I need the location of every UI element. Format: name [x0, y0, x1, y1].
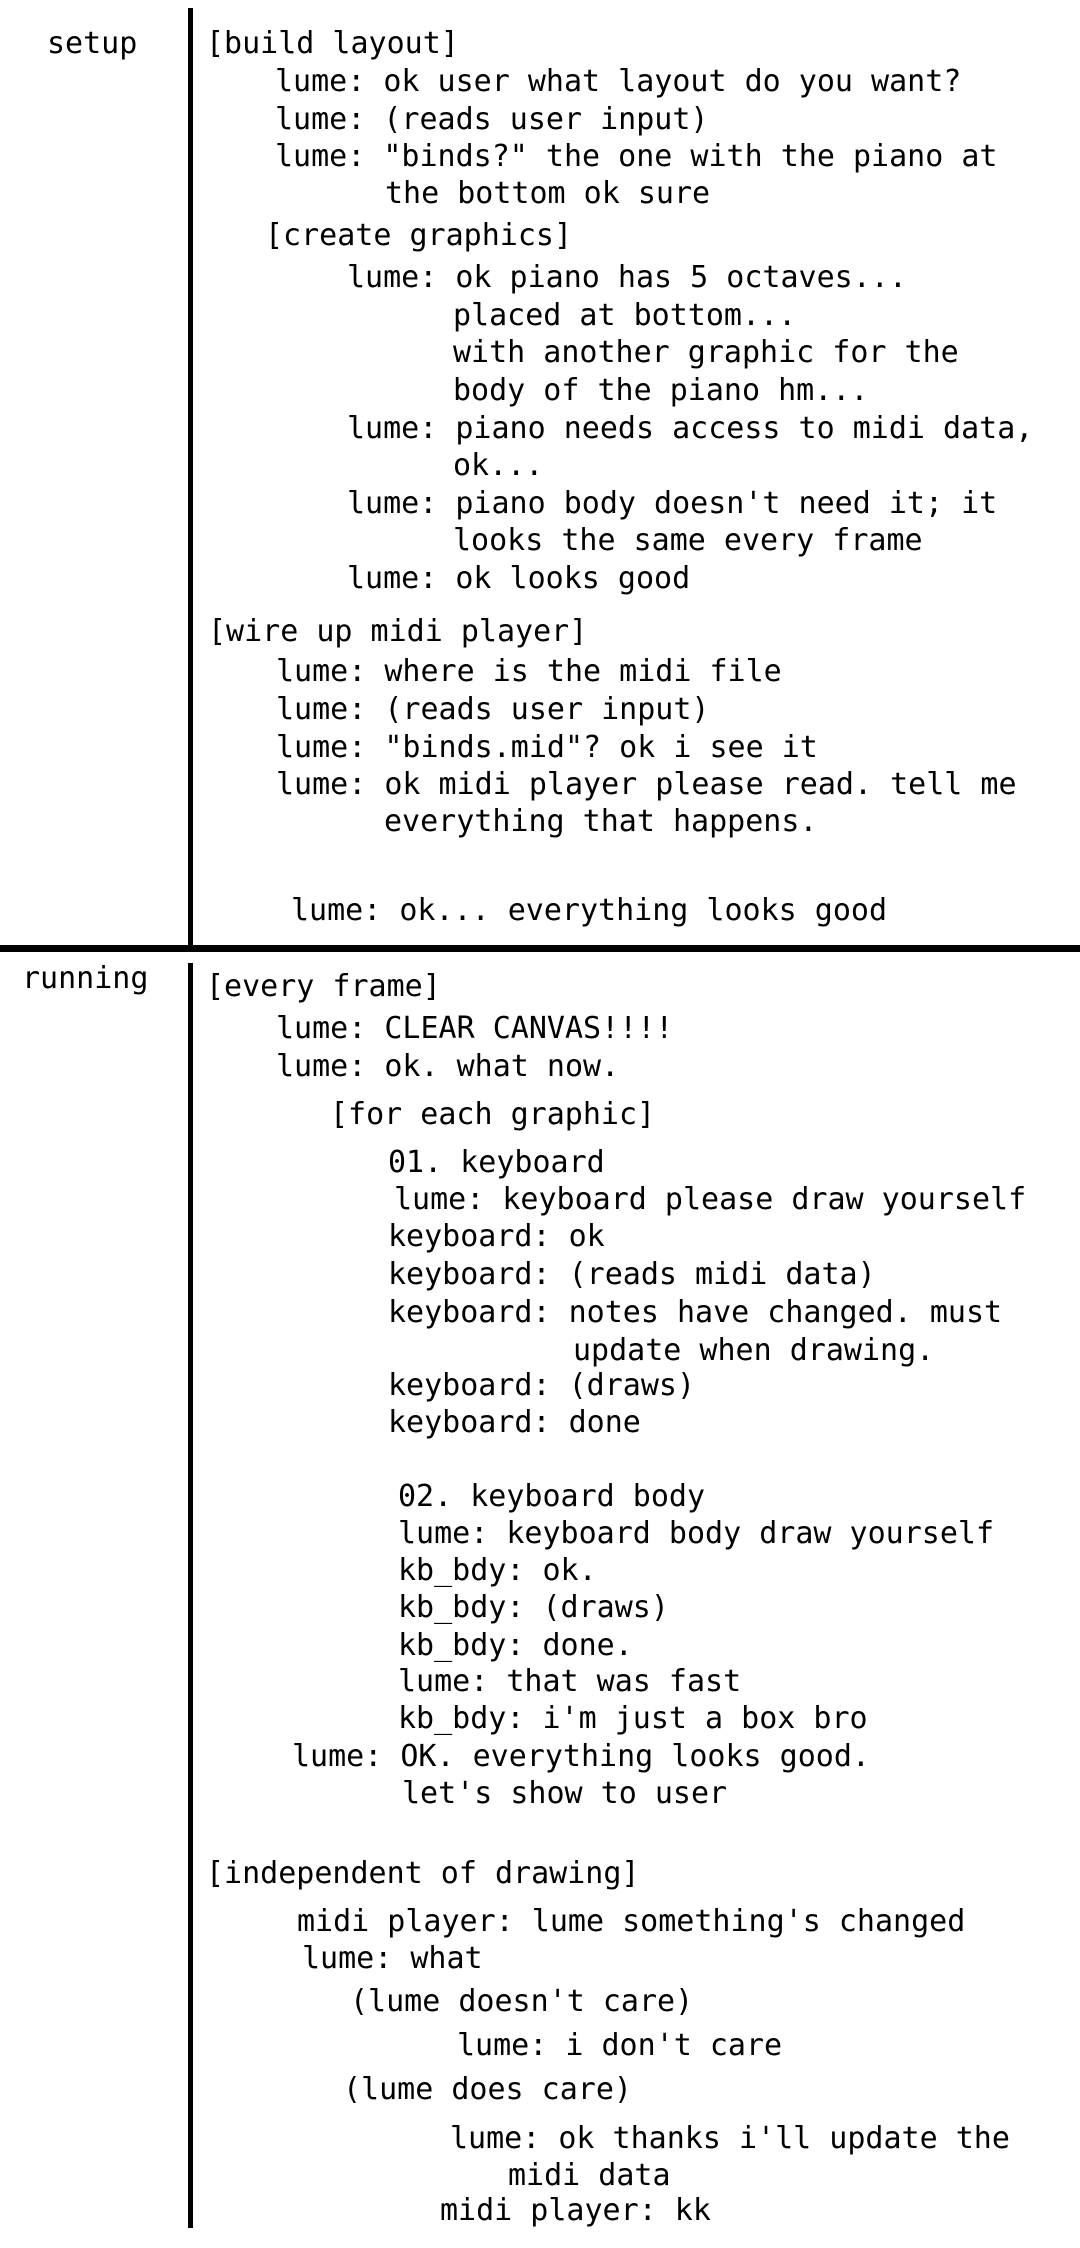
dialogue-line: keyboard: (draws)	[388, 1368, 696, 1403]
list-item-header-01-keyboard: 01. keyboard	[388, 1145, 605, 1180]
continuation-line: update when drawing.	[573, 1333, 935, 1368]
dialogue-line: keyboard: done	[388, 1405, 641, 1440]
dialogue-line: lume: "binds.mid"? ok i see it	[276, 730, 818, 765]
dialogue-line: lume: (reads user input)	[276, 692, 710, 727]
dialogue-line: midi player: lume something's changed	[297, 1904, 966, 1939]
dialogue-line: lume: that was fast	[398, 1664, 742, 1699]
dialogue-line: lume: (reads user input)	[275, 102, 709, 137]
dialogue-line: keyboard: (reads midi data)	[388, 1257, 876, 1292]
dialogue-line: kb_bdy: ok.	[398, 1553, 597, 1588]
dialogue-line: lume: what	[302, 1941, 483, 1976]
dialogue-line: lume: ok piano has 5 octaves...	[347, 260, 907, 295]
dialogue-line: kb_bdy: done.	[398, 1628, 633, 1663]
dialogue-line: lume: ok user what layout do you want?	[275, 64, 962, 99]
bracket-header-independent-of-drawing: [independent of drawing]	[206, 1856, 640, 1891]
bracket-header-build-layout: [build layout]	[206, 26, 459, 61]
dialogue-line: lume: keyboard body draw yourself	[398, 1516, 995, 1551]
dialogue-line: lume: CLEAR CANVAS!!!!	[276, 1011, 674, 1046]
bracket-header-wire-up-midi-player: [wire up midi player]	[208, 614, 588, 649]
running-column-rule	[188, 963, 193, 2228]
dialogue-line: kb_bdy: i'm just a box bro	[398, 1701, 868, 1736]
dialogue-line: lume: ok midi player please read. tell me	[276, 767, 1017, 802]
dialogue-line: kb_bdy: (draws)	[398, 1590, 669, 1625]
dialogue-line: lume: ok. what now.	[276, 1049, 620, 1084]
dialogue-line: lume: i don't care	[457, 2028, 783, 2063]
dialogue-line: lume: where is the midi file	[276, 654, 782, 689]
section-label-setup: setup	[47, 26, 138, 61]
continuation-line: everything that happens.	[384, 804, 818, 839]
dialogue-line: midi player: kk	[440, 2193, 711, 2228]
continuation-line: looks the same every frame	[453, 523, 923, 558]
continuation-line: let's show to user	[402, 1776, 728, 1811]
bracket-header-for-each-graphic: [for each graphic]	[330, 1097, 656, 1132]
continuation-line: midi data	[508, 2158, 671, 2193]
bracket-header-every-frame: [every frame]	[206, 969, 441, 1004]
section-label-running: running	[22, 961, 149, 996]
continuation-line: placed at bottom...	[453, 298, 797, 333]
dialogue-line: lume: ok looks good	[347, 561, 691, 596]
bracket-header-create-graphics: [create graphics]	[265, 218, 573, 253]
dialogue-line: lume: piano body doesn't need it; it	[347, 486, 998, 521]
continuation-line: the bottom ok sure	[385, 176, 711, 211]
dialogue-line: lume: OK. everything looks good.	[292, 1739, 870, 1774]
continuation-line: ok...	[453, 448, 544, 483]
branch-label-doesnt-care: (lume doesn't care)	[350, 1984, 694, 2019]
continuation-line: with another graphic for the	[453, 335, 959, 370]
dialogue-line: keyboard: ok	[388, 1219, 605, 1254]
setup-column-rule	[188, 8, 193, 945]
dialogue-line: lume: ok thanks i'll update the	[450, 2121, 1010, 2156]
dialogue-line: keyboard: notes have changed. must	[388, 1295, 1003, 1330]
section-separator-rule	[0, 945, 1080, 952]
dialogue-line: lume: keyboard please draw yourself	[394, 1182, 1027, 1217]
dialogue-line: lume: "binds?" the one with the piano at	[275, 139, 998, 174]
branch-label-does-care: (lume does care)	[343, 2072, 632, 2107]
continuation-line: body of the piano hm...	[453, 373, 869, 408]
dialogue-line: lume: piano needs access to midi data,	[347, 411, 1034, 446]
dialogue-line: lume: ok... everything looks good	[291, 893, 888, 928]
list-item-header-02-keyboard-body: 02. keyboard body	[398, 1479, 706, 1514]
